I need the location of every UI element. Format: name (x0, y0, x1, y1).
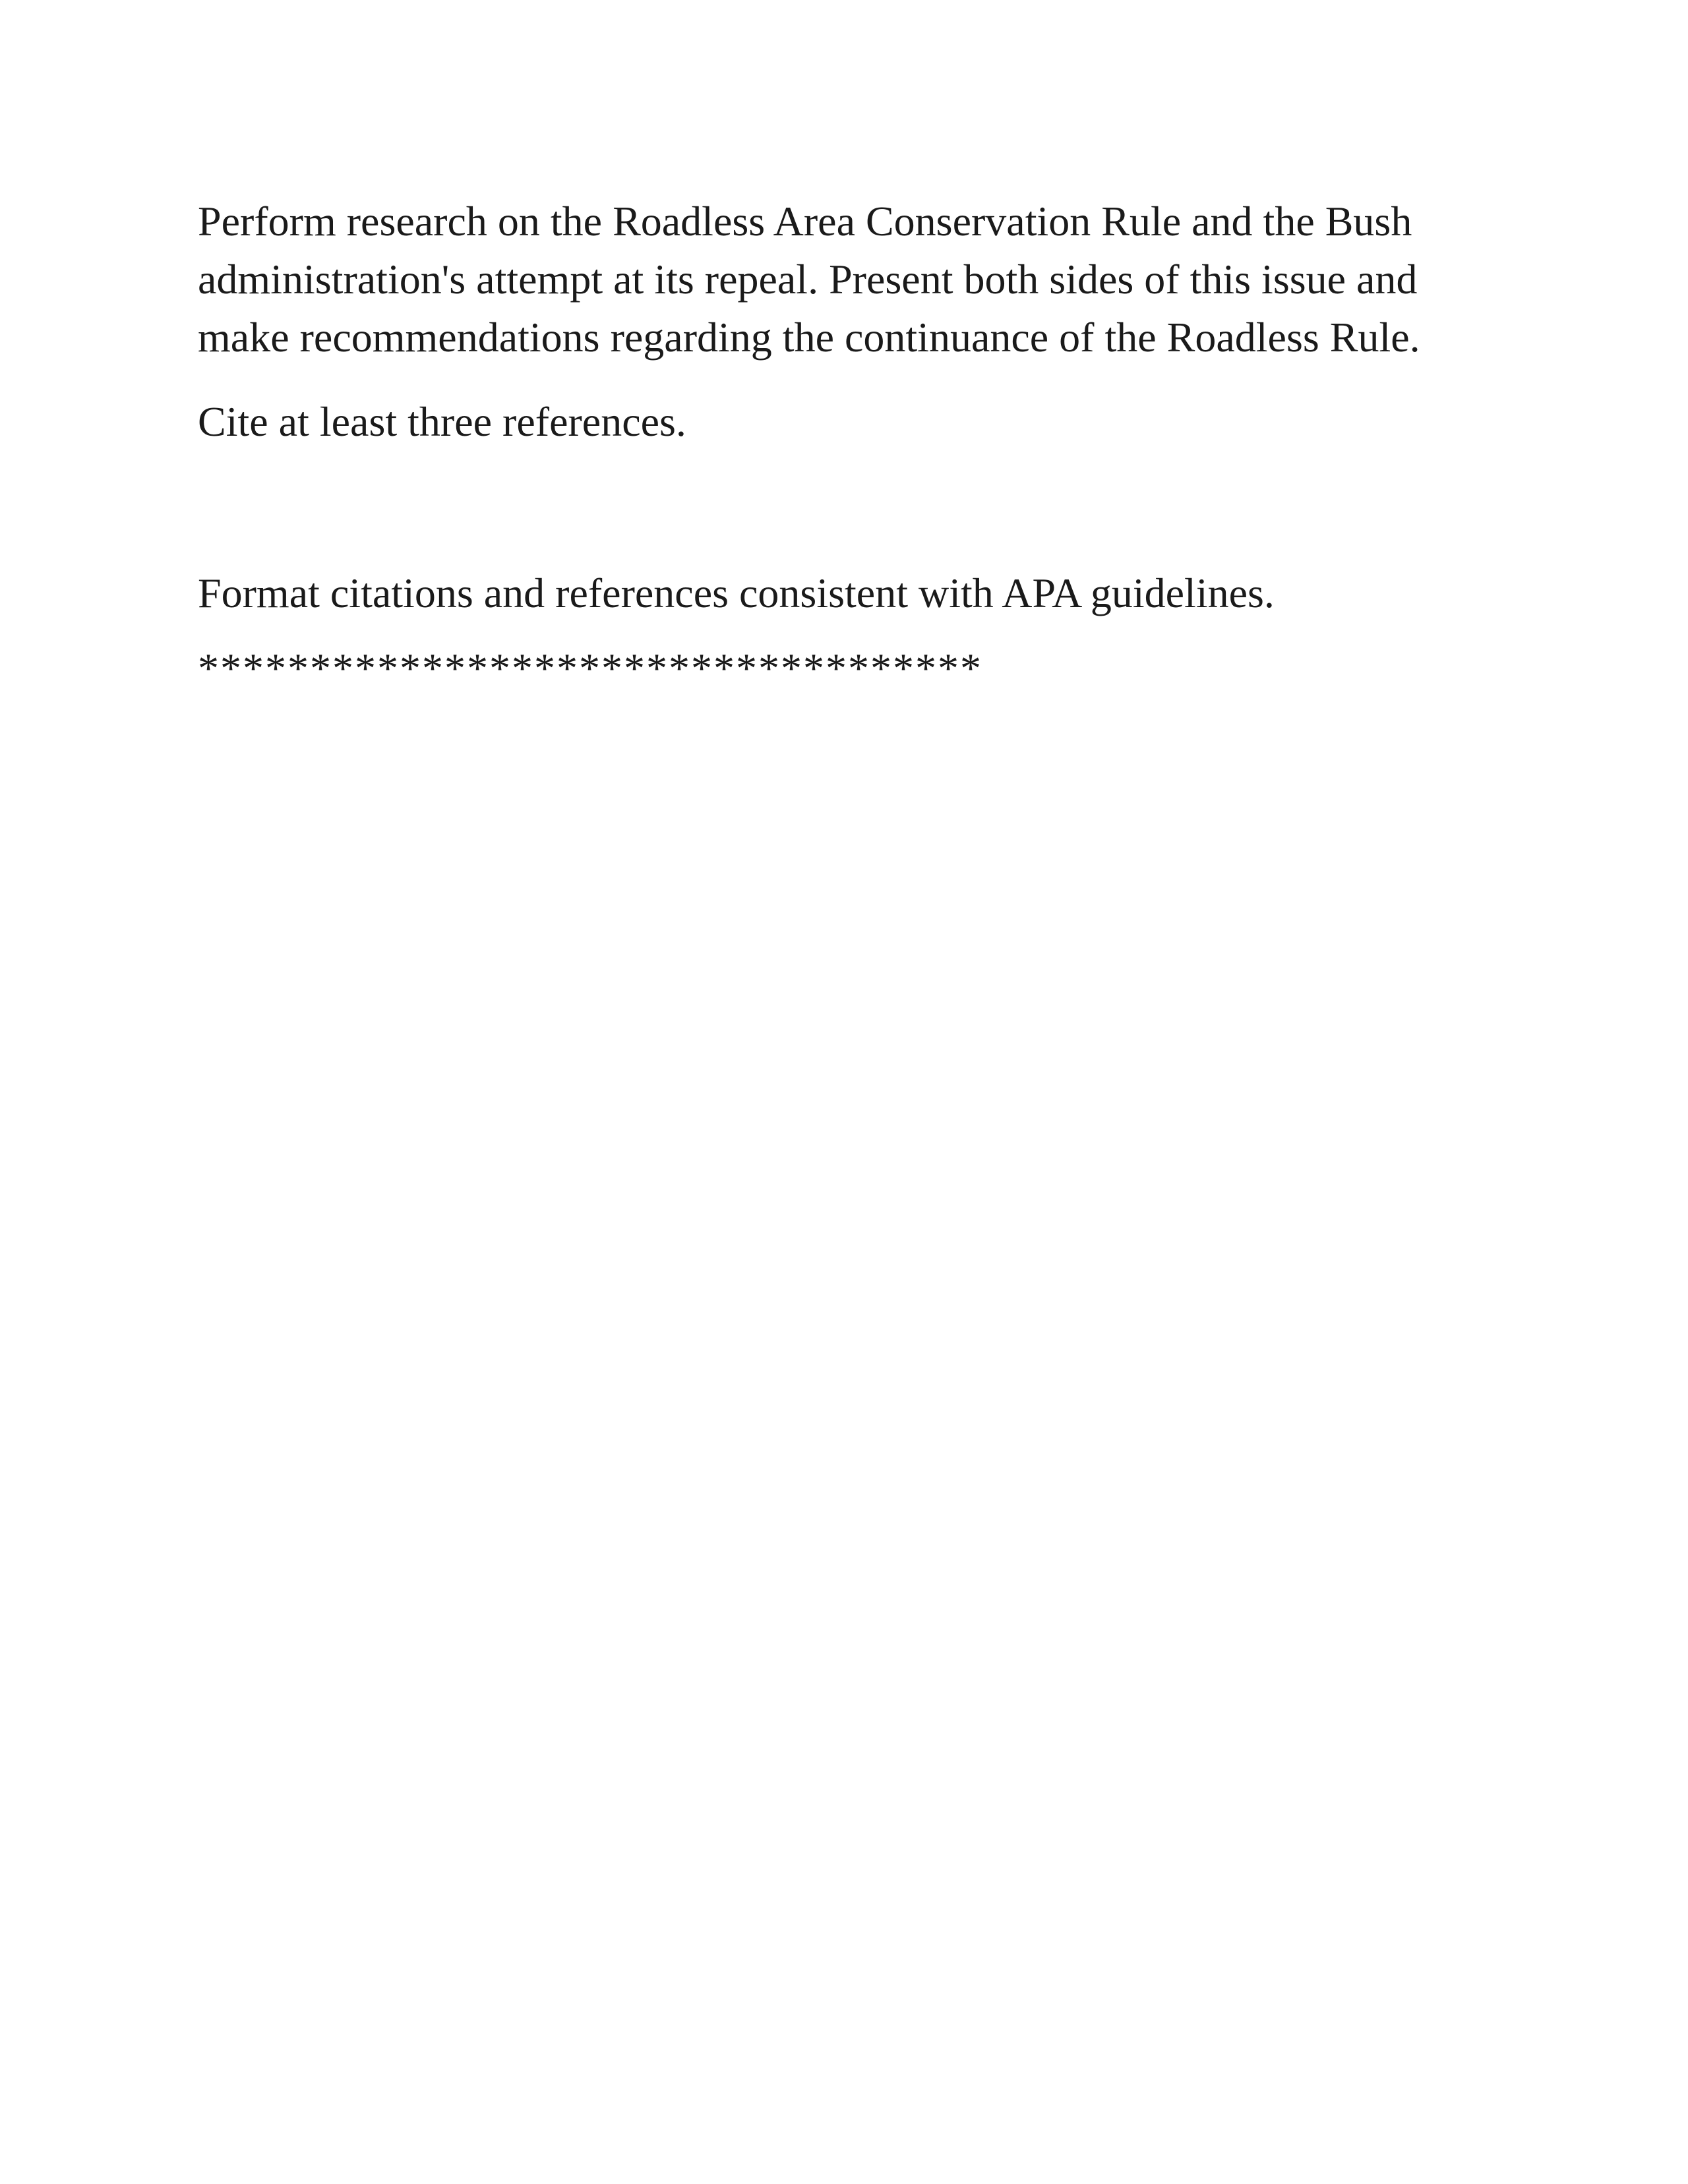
document-body (198, 192, 1517, 692)
format-requirement-paragraph: Format citations and references consistent with APA guidelines. (198, 570, 1275, 616)
reference-requirement-paragraph: Cite at least three references. (198, 398, 686, 445)
asterisk-separator: *********************************** (198, 645, 982, 692)
instruction-paragraph: Perform research on the Roadless Area Conservation Rule and the Bush administration's attempt at its repeal. Present both sides of this issue and make recommendations regarding the continuance of the Roadless Rule. (198, 198, 1420, 361)
